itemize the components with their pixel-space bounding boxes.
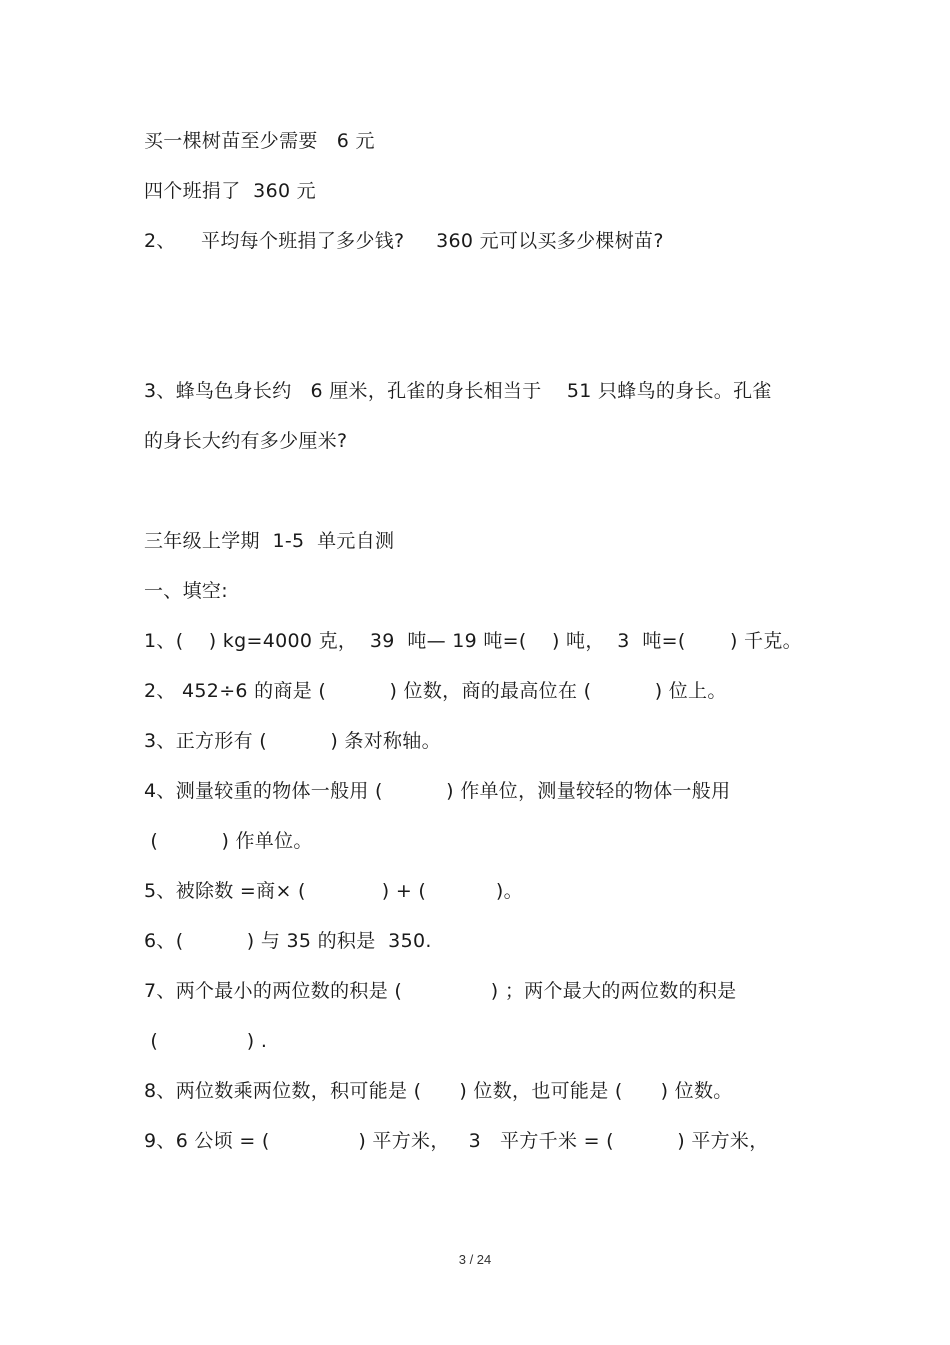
- section-heading-fill-blank: 一、填空:: [144, 580, 228, 602]
- question-3-line-1: 3、蜂鸟色身长约 6 厘米，孔雀的身长相当于 51 只蜂鸟的身长。孔雀: [144, 380, 772, 402]
- blank-item-4-line-1: 4、测量较重的物体一般用 ( ) 作单位，测量较轻的物体一般用: [144, 780, 731, 802]
- blank-item-1: 1、( ) kg=4000 克， 39 吨— 19 吨=( ) 吨， 3 吨=( ) 千克。: [144, 630, 802, 652]
- section-title: 三年级上学期 1-5 单元自测: [144, 530, 395, 552]
- blank-item-4-line-2: ( ) 作单位。: [144, 830, 313, 852]
- blank-item-5: 5、被除数 =商× ( ) + ( )。: [144, 880, 523, 902]
- blank-item-2: 2、 452÷6 的商是 ( ) 位数，商的最高位在 ( ) 位上。: [144, 680, 727, 702]
- blank-item-8: 8、两位数乘两位数，积可能是 ( ) 位数，也可能是 ( ) 位数。: [144, 1080, 733, 1102]
- text-line-1: 买一棵树苗至少需要 6 元: [144, 130, 375, 152]
- page-number: 3 / 24: [458, 1252, 492, 1267]
- text-line-2: 四个班捐了 360 元: [144, 180, 316, 202]
- blank-item-9: 9、6 公顷 = ( ) 平方米， 3 平方千米 = ( ) 平方米，: [144, 1130, 769, 1152]
- blank-item-7-line-1: 7、两个最小的两位数的积是 ( ) ；两个最大的两位数的积是: [144, 980, 737, 1002]
- blank-item-6: 6、( ) 与 35 的积是 350.: [144, 930, 432, 952]
- question-2: 2、 平均每个班捐了多少钱? 360 元可以买多少棵树苗?: [144, 230, 664, 252]
- question-3-line-2: 的身长大约有多少厘米?: [144, 430, 348, 452]
- blank-item-3: 3、正方形有 ( ) 条对称轴。: [144, 730, 441, 752]
- blank-item-7-line-2: ( ) .: [144, 1030, 268, 1052]
